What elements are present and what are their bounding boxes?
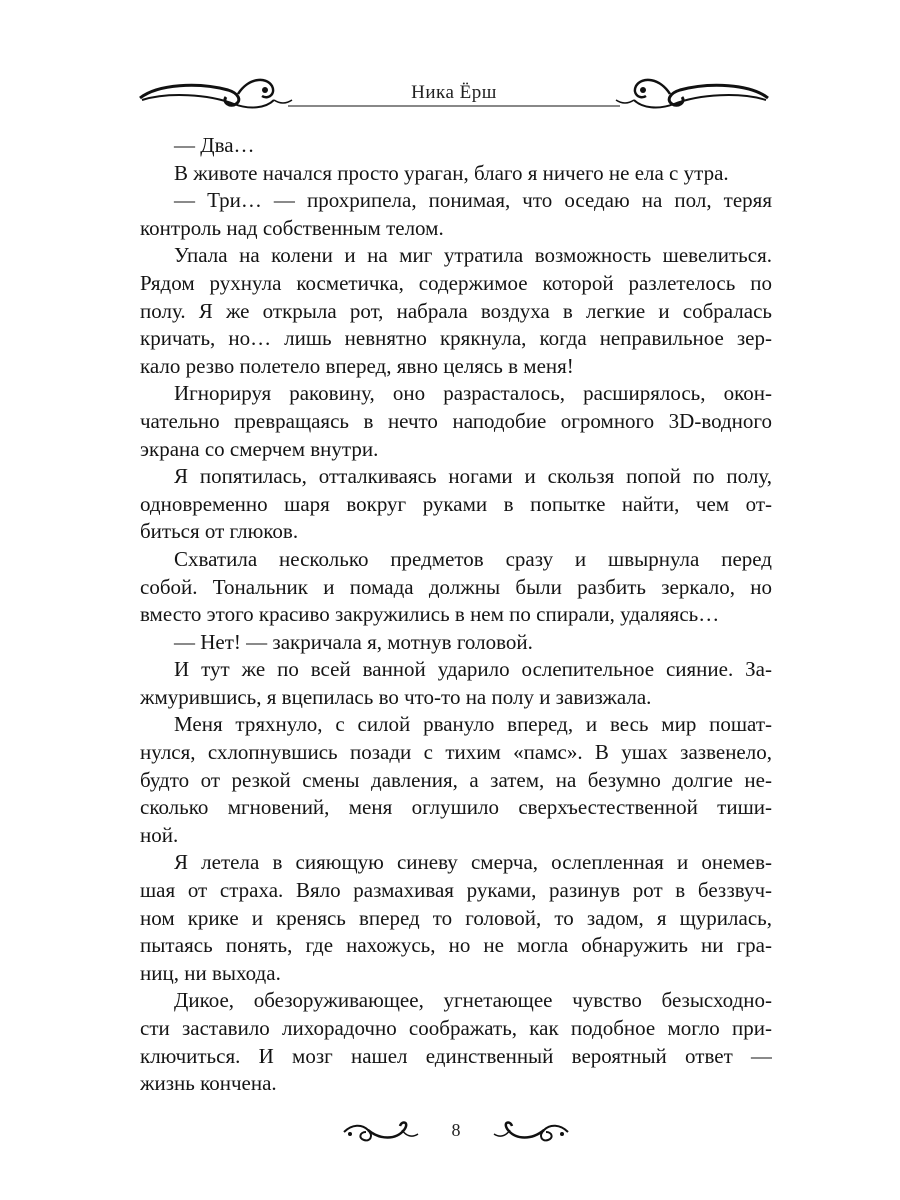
text-line: одновременно шаря вокруг руками в попытке найти, чем от- [140, 491, 772, 516]
text-line: кало резво полетело вперед, явно целясь в меня! [140, 353, 574, 378]
paragraph [140, 132, 772, 160]
text-line: полу. Я же открыла рот, набрала воздуха в легкие и собралась [140, 298, 772, 323]
text-line: биться от глюков. [140, 519, 299, 544]
text-line: ниц, ни выхода. [140, 960, 281, 985]
text-line: шая от страха. Вяло размахивая руками, разинув рот в беззвуч- [140, 878, 772, 903]
text-line: будто от резкой смены давления, а затем, на безумно долгие не- [140, 767, 772, 792]
paragraph [140, 711, 772, 849]
paragraph [140, 463, 772, 546]
text-line: сколько мгновений, меня оглушило сверхъестественной тиши- [140, 795, 772, 820]
text-line: Игнорируя раковину, оно разрасталось, расширялось, окон- [174, 381, 772, 406]
text-line: Я летела в сияющую синеву смерча, ослепленная и онемев- [174, 850, 772, 875]
paragraph [140, 160, 772, 188]
text-line: — Нет! — закричала я, мотнув головой. [174, 629, 533, 654]
text-line: — Три… — прохрипела, понимая, что оседаю на пол, теряя [174, 188, 772, 213]
header-author: Ника Ёрш [411, 82, 497, 103]
text-line: контроль над собственным телом. [140, 215, 444, 240]
text-line: чательно превращаясь в нечто наподобие огромного 3D-водного [140, 408, 772, 433]
text-line: кричать, но… лишь невнятно крякнула, когда неправильное зер- [140, 326, 772, 351]
text-line: пытаясь понять, где нахожусь, но не могла обнаружить ни гра- [140, 933, 772, 958]
text-line: — Два… [174, 133, 255, 157]
text-line: нулся, схлопнувшись позади с тихим «памс». В ушах зазвенело, [140, 740, 772, 765]
paragraph [140, 629, 772, 657]
text-line: Меня тряхнуло, с силой рвануло вперед, и весь мир пошат- [174, 712, 772, 737]
paragraph [140, 546, 772, 629]
paragraph [140, 656, 772, 711]
paragraph [140, 849, 772, 987]
text-line: жмурившись, я вцепилась во что-то на полу и завизжала. [140, 684, 652, 709]
text-line: В животе начался просто ураган, благо я ничего не ела с утра. [174, 160, 729, 185]
text-line: ном крике и кренясь вперед то головой, то задом, я щурилась, [140, 905, 772, 930]
text-line: Я попятилась, отталкиваясь ногами и скользя попой по полу, [174, 464, 772, 489]
paragraph [140, 380, 772, 463]
page-number: 8 [451, 1120, 461, 1140]
paragraph [140, 187, 772, 242]
paragraph [140, 987, 772, 1097]
running-header [138, 70, 770, 122]
text-line: Рядом рухнула косметичка, содержимое которой разлетелось по [140, 270, 772, 295]
text-line: сти заставило лихорадочно соображать, как подобное могло при- [140, 1016, 772, 1040]
text-line: жизнь кончена. [140, 1071, 277, 1096]
text-line: И тут же по всей ванной ударило ослепительное сияние. За- [174, 657, 772, 682]
text-line: Дикое, обезоруживающее, угнетающее чувство безысходно- [174, 988, 772, 1013]
text-line: ной. [140, 822, 179, 847]
body-text [140, 132, 772, 1098]
text-line: ключиться. И мозг нашел единственный вероятный ответ — [140, 1043, 772, 1068]
paragraph [140, 242, 772, 380]
page-footer [340, 1112, 572, 1152]
text-line: собой. Тональник и помада должны были разбить зеркало, но [140, 574, 772, 599]
text-line: вместо этого красиво закружились в нем по спирали, удаляясь… [140, 602, 720, 627]
text-line: Схватила несколько предметов сразу и швырнула перед [174, 546, 772, 571]
text-line: экрана со смерчем внутри. [140, 436, 379, 461]
text-line: Упала на колени и на миг утратила возможность шевелиться. [174, 243, 772, 268]
